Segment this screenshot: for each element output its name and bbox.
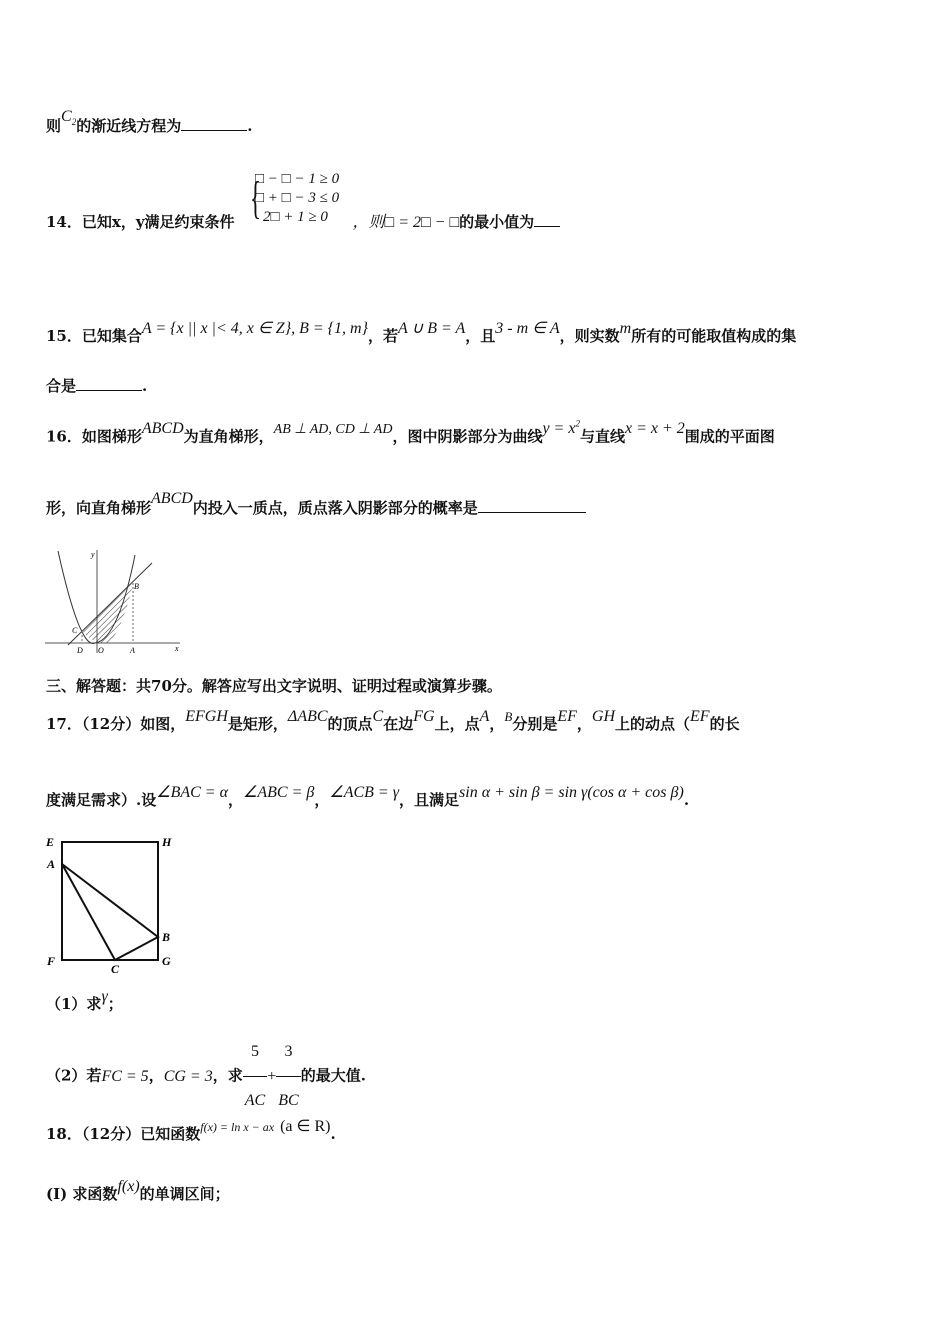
q17-triangle-shape xyxy=(62,864,158,960)
q16-l2c: 内投入一质点，质点落入阴影部分的概率是 xyxy=(192,499,478,517)
q18-p1c: 的单调区间； xyxy=(139,1185,230,1203)
q15-l2: 合是 xyxy=(46,377,77,395)
q13-symbol: $C_2$ xyxy=(61,108,77,128)
q17-t3: 在边 xyxy=(383,715,414,733)
q17-l2b: ，且满足 xyxy=(399,791,460,809)
q14-number: 14．已知x，y满足约束条件 xyxy=(46,213,235,231)
q14-constraint-2: □ + □ − 3 ≤ 0 xyxy=(255,190,340,206)
q17-t9: 的长 xyxy=(709,715,740,733)
q17-label-b: B xyxy=(162,930,171,944)
q15-t3: ，则实数 xyxy=(559,327,620,345)
q18-part-1 xyxy=(46,1178,230,1205)
q16-t4: 围成的平面图 xyxy=(684,427,775,446)
q16-l2a: 形，向直角梯形 xyxy=(46,499,152,517)
q17-gamma: γ xyxy=(101,988,108,1005)
q16-label-o: O xyxy=(98,646,104,655)
q16-number: 16．如图梯形 xyxy=(46,427,142,446)
q18-line-1 xyxy=(46,1118,336,1145)
q18-function: f(x) = ln x − ax xyxy=(200,1120,275,1134)
q14-post: 的最小值为 xyxy=(459,213,535,231)
q17-fc: FC = 5 xyxy=(101,1067,149,1085)
q16-perpendicular: AB ⊥ AD, CD ⊥ AD xyxy=(273,422,393,438)
q15-set: A = {x || x |< 4, x ∈ Z}, B = {1, m} xyxy=(141,320,369,337)
q17-label-a: A xyxy=(47,857,56,871)
q17-number: 17．（12分）如图， xyxy=(46,715,186,733)
q16-abcd-2: ABCD xyxy=(151,490,193,507)
q17-label-e: E xyxy=(46,835,55,849)
q13-line xyxy=(46,108,253,142)
q17-fraction-2: $\frac{3}{BC}$ xyxy=(276,1028,300,1125)
q15-answer-blank xyxy=(76,376,142,391)
q15-m: m xyxy=(619,320,632,337)
q14-answer-blank xyxy=(534,212,560,227)
q17-plus: + xyxy=(267,1067,277,1085)
q17-angle-abc: ∠ABC = β xyxy=(243,784,315,801)
q17-fg: FG xyxy=(413,708,435,725)
q16-t2: ，图中阴影部分为曲线 xyxy=(392,427,543,446)
q15-t4: 所有的可能取值构成的集 xyxy=(631,327,797,345)
q17-equation: sin α + sin β = sin γ(cos α + cos β) xyxy=(459,784,684,801)
q17-figure xyxy=(40,830,190,980)
q18-p1a: (I) 求函数 xyxy=(46,1185,118,1203)
q17-triangle: ΔABC xyxy=(287,708,328,725)
q17-l2a: 度满足需求）.设 xyxy=(46,791,157,809)
q17-c: C xyxy=(372,708,384,725)
q18-fx: f(x) xyxy=(117,1178,140,1195)
q17-t7: ， xyxy=(576,715,592,733)
q14-constraint-3: 2□ + 1 ≥ 0 xyxy=(263,209,328,225)
q14-objective: ，则□ = 2□ − □ xyxy=(352,214,460,231)
q17-angle-bac: ∠BAC = α xyxy=(156,784,228,801)
q16-label-a: A xyxy=(130,646,135,655)
q17-end: . xyxy=(683,791,690,809)
q17-gh: GH xyxy=(591,708,616,725)
q15-line-1 xyxy=(46,320,797,347)
q17-t1: 是矩形， xyxy=(227,715,288,733)
q16-figure xyxy=(40,545,190,660)
q16-label-y: y xyxy=(91,550,95,559)
q17-angle-acb: ∠ACB = γ xyxy=(329,784,400,801)
q17-line-2 xyxy=(46,784,690,811)
q16-line-eq: x = x + 2 xyxy=(624,420,685,438)
q18-end: . xyxy=(330,1125,336,1143)
q15-number: 15．已知集合 xyxy=(46,327,142,345)
q14-constraint-1: □ − □ − 1 ≥ 0 xyxy=(255,171,340,187)
q15-end: . xyxy=(142,377,148,395)
q17-label-g: G xyxy=(162,954,171,968)
q17-ef-2: EF xyxy=(690,708,710,725)
q16-label-c: C xyxy=(72,626,78,635)
q16-line-1 xyxy=(46,419,775,448)
q15-t2: ，且 xyxy=(465,327,496,345)
q17-t2: 的顶点 xyxy=(327,715,373,733)
q13-post: 的渐近线方程为 xyxy=(76,117,182,135)
q17-comma-1: ， xyxy=(228,791,244,809)
q17-fraction-1: $\frac{5}{AC}$ xyxy=(243,1028,267,1125)
q17-ef: EF xyxy=(557,708,577,725)
q16-t3: 与直线 xyxy=(579,427,625,446)
q17-label-h: H xyxy=(162,835,172,849)
q17-b: B xyxy=(504,709,513,724)
q17-comma-2: ， xyxy=(314,791,330,809)
q16-label-b: B xyxy=(134,582,139,591)
q14-brace: { xyxy=(250,172,262,223)
q15-condition: 3 - m ∈ A xyxy=(495,320,560,337)
q18-number: 18．（12分）已知函数 xyxy=(46,1125,201,1143)
q17-p2b: ， xyxy=(148,1066,164,1085)
q17-t4: 上，点 xyxy=(434,715,480,733)
q17-t8: 上的动点（ xyxy=(615,715,691,733)
q17-p1a: （1）求 xyxy=(46,995,102,1013)
q17-label-f: F xyxy=(47,954,56,968)
q16-t1: 为直角梯形， xyxy=(183,427,274,446)
q13-answer-blank xyxy=(181,116,247,131)
q13-end: . xyxy=(247,117,253,135)
q16-label-x: x xyxy=(175,644,179,653)
q18-domain: (a ∈ R) xyxy=(280,1118,331,1135)
q16-curve: $y = x^2$ xyxy=(542,419,580,438)
q17-t5: ， xyxy=(489,715,505,733)
q15-union: A ∪ B = A xyxy=(398,320,466,337)
q16-abcd: ABCD xyxy=(141,420,184,438)
q17-part-2 xyxy=(46,1028,366,1125)
q17-p2d: 的最大值. xyxy=(300,1066,366,1085)
q17-label-c: C xyxy=(111,962,120,976)
q13-pre: 则 xyxy=(46,117,62,135)
q15-t1: ，若 xyxy=(368,327,399,345)
section-3-header: 三、解答题：共70分。解答应写出文字说明、证明过程或演算步骤。 xyxy=(46,677,502,695)
q14-line xyxy=(46,212,560,233)
q17-line-1 xyxy=(46,708,740,735)
q17-a: A xyxy=(479,708,490,725)
q17-p1c: ； xyxy=(107,995,123,1013)
q17-cg: CG = 3 xyxy=(163,1067,213,1085)
q17-efgh: EFGH xyxy=(185,708,228,725)
q15-line-2 xyxy=(46,376,147,396)
q16-label-d: D xyxy=(77,646,83,655)
q17-t6: 分别是 xyxy=(512,715,558,733)
q16-line-2 xyxy=(46,490,586,519)
q17-p2c: ，求 xyxy=(212,1066,243,1085)
q16-answer-blank xyxy=(478,498,586,513)
q17-p2a: （2）若 xyxy=(46,1066,102,1085)
q17-part-1 xyxy=(46,988,123,1015)
